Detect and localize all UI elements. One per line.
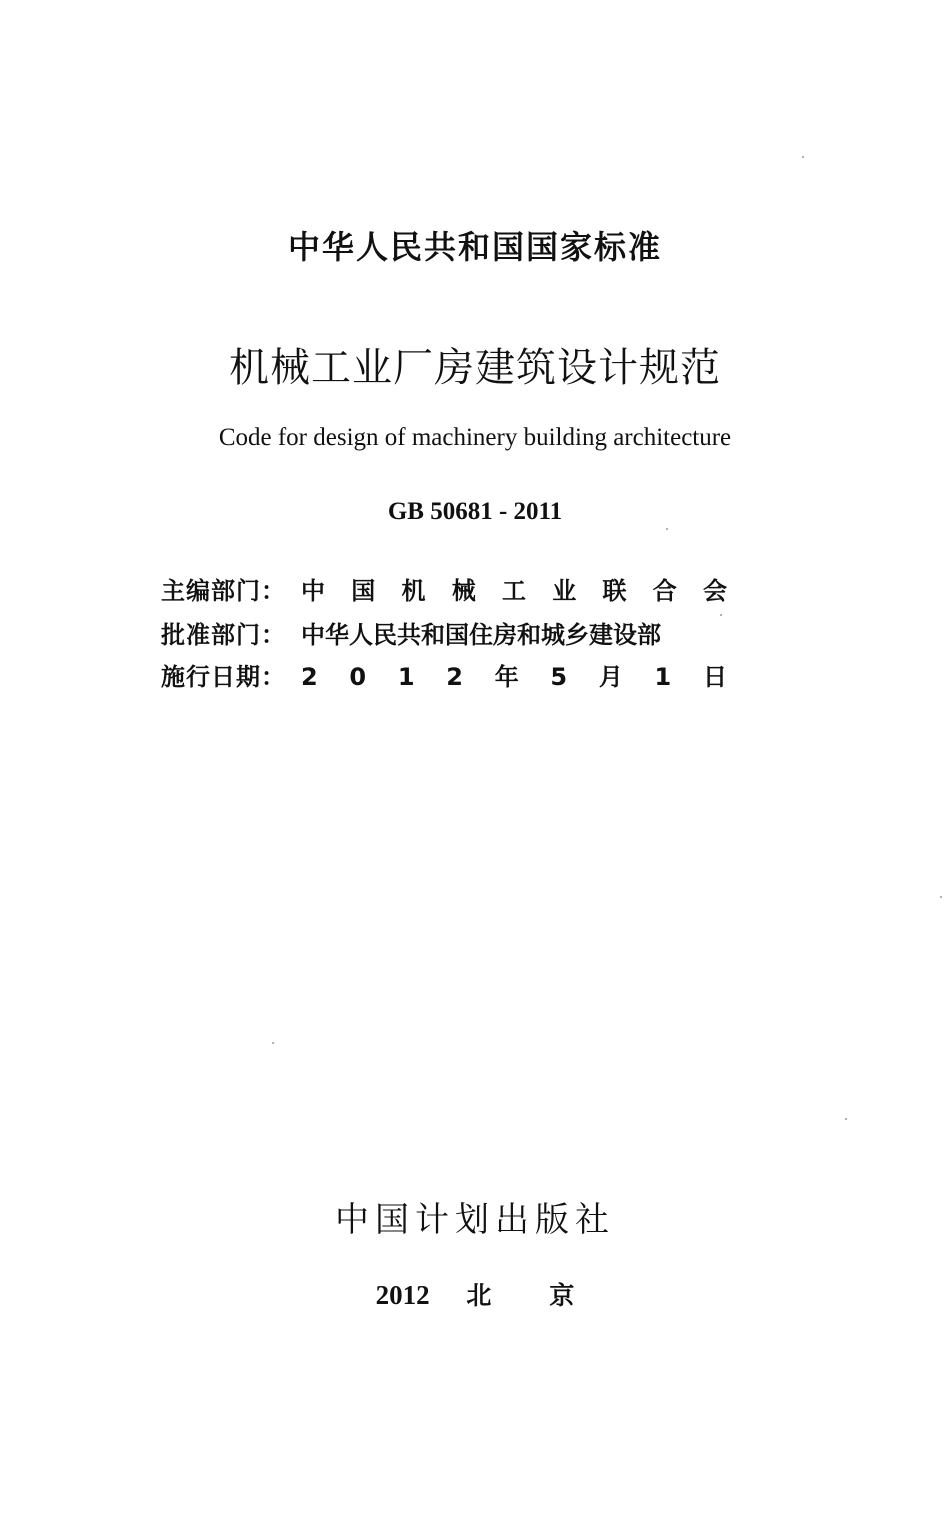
publisher-name: 中国计划出版社 <box>335 1200 615 1240</box>
title-chinese: 机械工业厂房建筑设计规范 <box>229 345 721 391</box>
chief-editor-char: 械 <box>451 577 476 605</box>
chief-editor-char: 机 <box>401 577 426 605</box>
standard-type-header: 中华人民共和国国家标准 <box>287 228 662 266</box>
effective-date-char: 1 <box>397 663 415 691</box>
scan-speck <box>940 896 942 898</box>
effective-date-char: 2 <box>446 663 463 691</box>
effective-date-char: 日 <box>702 663 727 691</box>
effective-date-char: 5 <box>550 663 568 691</box>
chief-editor-char: 工 <box>502 577 526 605</box>
chief-editor-char: 联 <box>602 577 627 605</box>
effective-date-row <box>161 657 731 689</box>
approval-label: 批准部门： <box>161 621 286 649</box>
chief-editor-char: 会 <box>703 577 727 605</box>
publication-place <box>0 1276 950 1312</box>
scan-speck <box>720 614 722 616</box>
effective-date-char: 2 <box>301 663 318 691</box>
chief-editor-char: 合 <box>652 577 677 605</box>
effective-date-char: 1 <box>654 663 672 691</box>
chief-editor-value <box>301 571 727 606</box>
publication-year: 2012 <box>375 1280 430 1310</box>
effective-date-char: 0 <box>349 663 367 691</box>
title-english: Code for design of machinery building architecture <box>218 424 732 451</box>
effective-date-char: 月 <box>598 663 623 691</box>
effective-date-label: 施行日期： <box>161 663 286 691</box>
scan-speck <box>802 156 804 158</box>
standard-code: GB 50681 - 2011 <box>387 498 563 525</box>
effective-date-value <box>301 657 727 692</box>
effective-date-char: 年 <box>494 663 519 691</box>
chief-editor-row <box>161 571 731 603</box>
scan-speck <box>845 1118 847 1120</box>
chief-editor-label: 主编部门： <box>161 577 286 605</box>
publication-city: 北京 <box>466 1281 633 1310</box>
chief-editor-char: 业 <box>552 577 577 605</box>
approval-row <box>161 615 731 647</box>
scan-speck <box>666 528 668 530</box>
approval-value: 中华人民共和国住房和城乡建设部 <box>301 621 661 649</box>
chief-editor-char: 国 <box>351 577 376 605</box>
chief-editor-char: 中 <box>301 577 325 605</box>
scan-speck <box>272 1042 274 1044</box>
